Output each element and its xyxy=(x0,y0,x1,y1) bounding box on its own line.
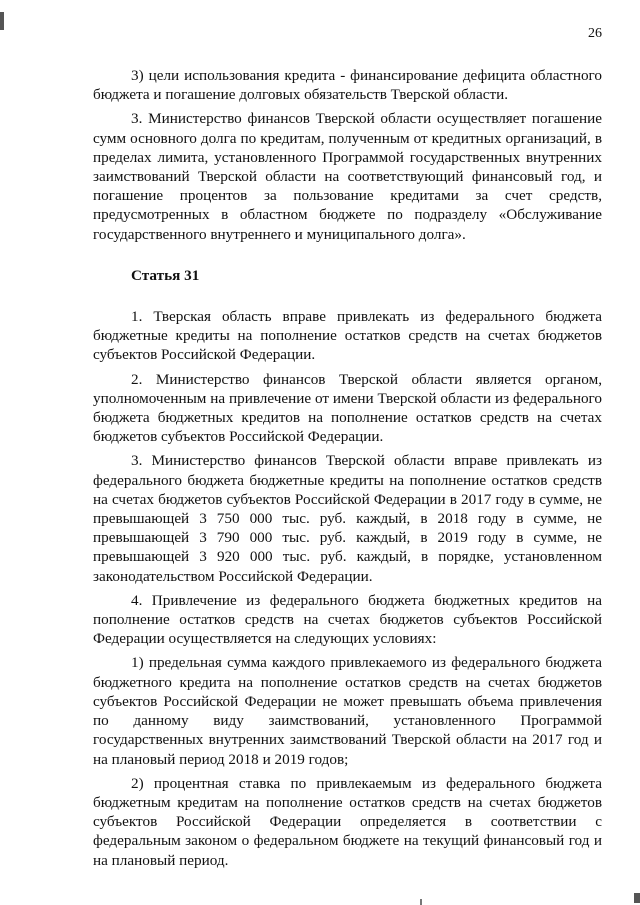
paragraph-condition-1: 1) предельная сумма каждого привлекаемого из федерального бюджета бюджетного кредита на пополнение остатков средств на счетах бюджетов субъектов Российской Федерации не может превышать объема привлечения по данному виду заимствований, установленного Программой государственных внутренних заимствований Тверской области на 2017 год и на плановый период 2018 и 2019 годов; xyxy=(93,654,602,768)
scan-footer-mark xyxy=(420,899,422,905)
paragraph-article-31-item-4: 4. Привлечение из федерального бюджета бюджетных кредитов на пополнение остатков средств на счетах бюджетов субъектов Российской Федерации осуществляется на следующих условиях: xyxy=(93,591,602,648)
paragraph-article-31-item-2: 2. Министерство финансов Тверской области является органом, уполномоченным на привлечение от имени Тверской области из федерального бюджета бюджетных кредитов на пополнение остатков средств на счетах бюджетов субъектов Российской Федерации. xyxy=(93,370,602,446)
page-number: 26 xyxy=(588,26,602,41)
paragraph-debt-repayment: 3. Министерство финансов Тверской области осуществляет погашение сумм основного долга по кредитам, полученным от кредитных организаций, в пределах лимита, установленного Программой государственных внутренних заимствований Тверской области на соответствующий финансовый год, и погашение процентов за пользование кредитами за счет средств, предусмотренных в областном бюджете по подразделу «Обслуживание государственного внутреннего и муниципального долга». xyxy=(93,110,602,243)
paragraph-article-31-item-3: 3. Министерство финансов Тверской области вправе привлекать из федерального бюджета бюджетные кредиты на пополнение остатков средств на счетах бюджетов субъектов Российской Федерации в 2017 году в сумме, не превышающей 3 750 000 тыс. руб. каждый, в 2018 году в сумме, не превышающей 3 790 000 тыс. руб. каждый, в 2019 году в сумме, не превышающей 3 920 000 тыс. руб. каждый, в порядке, установленном законодательством Российской Федерации. xyxy=(93,452,602,585)
scan-corner-mark xyxy=(634,893,640,903)
scan-edge-mark xyxy=(0,12,4,30)
document-body xyxy=(93,66,602,875)
article-heading: Статья 31 xyxy=(131,266,200,284)
paragraph-condition-2: 2) процентная ставка по привлекаемым из федерального бюджета бюджетным кредитам на пополнение остатков средств на счетах бюджетов субъектов Российской Федерации определяется в соответствии с федеральным законом о федеральном бюджете на текущий финансовый год и на плановый период. xyxy=(93,774,602,869)
paragraph-article-31-item-1: 1. Тверская область вправе привлекать из федерального бюджета бюджетные кредиты на пополнение остатков средств на счетах бюджетов субъектов Российской Федерации. xyxy=(93,308,602,364)
paragraph-credit-purpose: 3) цели использования кредита - финансирование дефицита областного бюджета и погашение долговых обязательств Тверской области. xyxy=(93,67,602,104)
